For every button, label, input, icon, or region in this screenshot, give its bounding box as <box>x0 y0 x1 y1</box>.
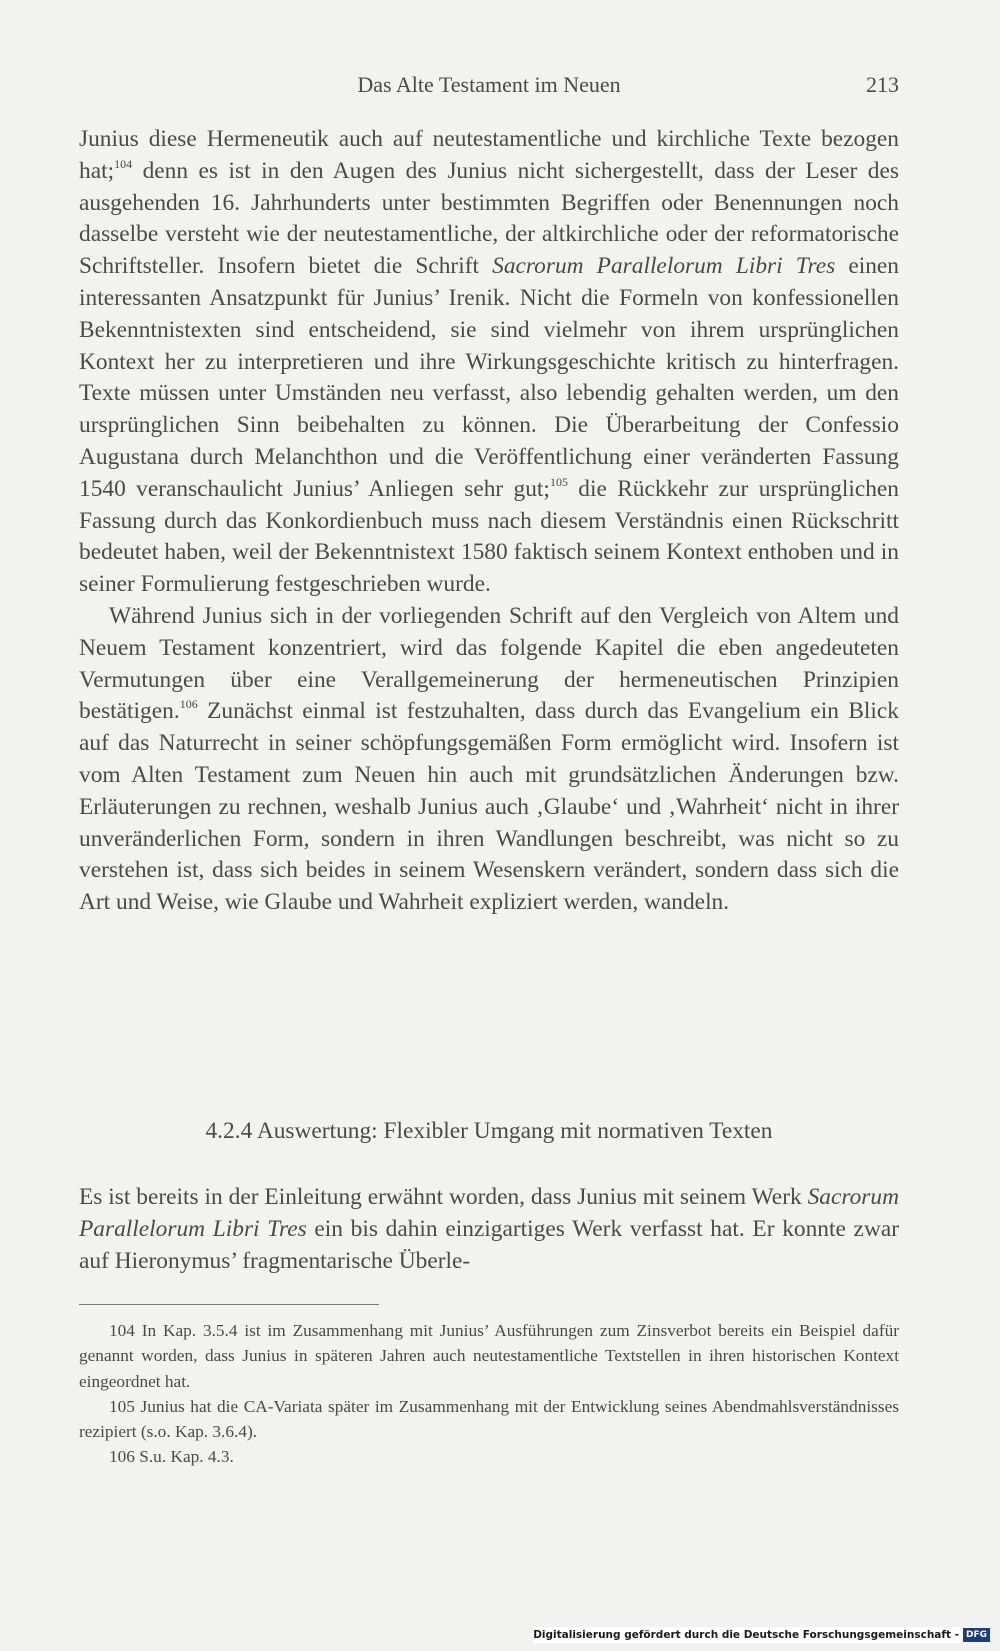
section-heading: 4.2.4 Auswertung: Flexibler Umgang mit normativen Texten <box>205 1118 773 1144</box>
paragraph-text: einen interessanten Ansatzpunkt für Junius’ Irenik. Nicht die Formeln von konfessionellen Bekenntnistexten sind entscheidend, sie sind vielmehr von ihrem ursprünglichen Kontext her zu interpretieren und ihre Wirkungsgeschichte kritisch zu hinterfragen. Texte müssen unter Umständen neu verfasst, also lebendig gehalten werden, um den ursprünglichen Sinn beibehalten zu können. Die Überarbeitung der Confessio Augustana durch Melanchthon und die Veröffentlichung einer veränderten Fassung 1540 veranschaulicht Junius’ Anliegen sehr gut; <box>79 253 899 502</box>
work-title: Sacrorum Parallelorum Libri Tres <box>79 1184 899 1242</box>
work-title: Sacrorum Parallelorum Libri Tres <box>492 253 836 280</box>
paragraph-text: Junius diese Hermeneutik auch auf neutestamentliche und kirchliche Texte bezogen hat; <box>79 126 899 184</box>
footnote-106 <box>79 1444 899 1469</box>
paragraph-text: Es ist bereits in der Einleitung erwähnt worden, dass Junius mit seinem Werk <box>79 1184 808 1210</box>
funding-note: Digitalisierung gefördert durch die Deutsche Forschungsgemeinschaft - <box>533 1629 959 1641</box>
footnotes <box>79 1318 899 1470</box>
paragraph-text: denn es ist in den Augen des Junius nicht sichergestellt, dass der Leser des ausgehenden 16. Jahrhunderts unter bestimmten Begriffen oder Benennungen noch dasselbe versteht wie der neutestamentliche, der altkirchliche oder der reformatorische Schriftsteller. Insofern bietet die Schrift <box>79 157 899 280</box>
footnote-text: Junius hat die CA-Variata später im Zusammenhang mit der Entwicklung seines Abendmahlsverständnisses rezipiert (s.o. Kap. 3.6.4). <box>79 1396 899 1442</box>
footnote-divider <box>79 1304 379 1305</box>
page-number: 213 <box>866 72 899 97</box>
section-text <box>79 1182 899 1277</box>
footnote-105 <box>79 1394 899 1445</box>
paragraph-text: die Rückkehr zur ursprünglichen Fassung durch das Konkordienbuch muss nach diesem Verständnis einen Rückschritt bedeutet haben, weil der Bekenntnistext 1580 faktisch seinem Kontext enthoben und in seiner Formulierung festgeschrieben wurde. <box>79 475 900 598</box>
footnote-ref-106: 106 <box>179 697 198 712</box>
footnote-104 <box>79 1318 899 1394</box>
footnote-number: 106 <box>109 1447 135 1467</box>
dfg-logo: DFG <box>963 1628 990 1642</box>
paragraph-1 <box>79 124 899 601</box>
footnote-ref-104: 104 <box>114 156 133 171</box>
footnote-number: 104 <box>109 1321 135 1340</box>
footnote-number: 105 <box>109 1396 135 1416</box>
paragraph-text: ein bis dahin einzigartiges Werk verfasst hat. Er konnte zwar auf Hieronymus’ fragmentarische Überle- <box>79 1215 900 1274</box>
paragraph-text: Zunächst einmal ist festzuhalten, dass durch das Evangelium ein Blick auf das Naturrecht in seiner schöpfungsgemäßen Form ermöglicht wird. Insofern ist vom Alten Testament zum Neuen hin auch mit grundsätzlichen Änderungen bzw. Erläuterungen zu rechnen, weshalb Junius auch ‚Glaube‘ und ‚Wahrheit‘ nicht in ihrer unveränderlichen Form, sondern in ihren Wandlungen beschreibt, was nicht so zu verstehen ist, dass sich beides in seinem Wesenskern verändert, sondern dass sich die Art und Weise, wie Glaube und Wahrheit expliziert werden, wandeln. <box>79 698 899 916</box>
footnote-text: In Kap. 3.5.4 ist im Zusammenhang mit Junius’ Ausführungen zum Zinsverbot bereits ein Beispiel dafür genannt worden, dass Junius in späteren Jahren auch neutestamentliche Textstellen in ihren historischen Kontext eingeordnet hat. <box>79 1321 899 1391</box>
footnote-ref-105: 105 <box>549 474 568 489</box>
running-title: Das Alte Testament im Neuen <box>357 72 621 97</box>
body-text <box>79 124 899 919</box>
paragraph-2 <box>79 601 899 919</box>
paragraph-text: Während Junius sich in der vorliegenden Schrift auf den Vergleich von Altem und Neuem Testament konzentriert, wird das folgende Kapitel die eben angedeuteten Vermutungen über eine Verallgemeinerung der hermeneutischen Prinzipien bestätigen. <box>79 602 899 725</box>
funding-footer <box>533 1627 990 1643</box>
running-head <box>79 72 899 102</box>
footnote-text: S.u. Kap. 4.3. <box>139 1447 234 1467</box>
section-paragraph <box>79 1182 899 1277</box>
